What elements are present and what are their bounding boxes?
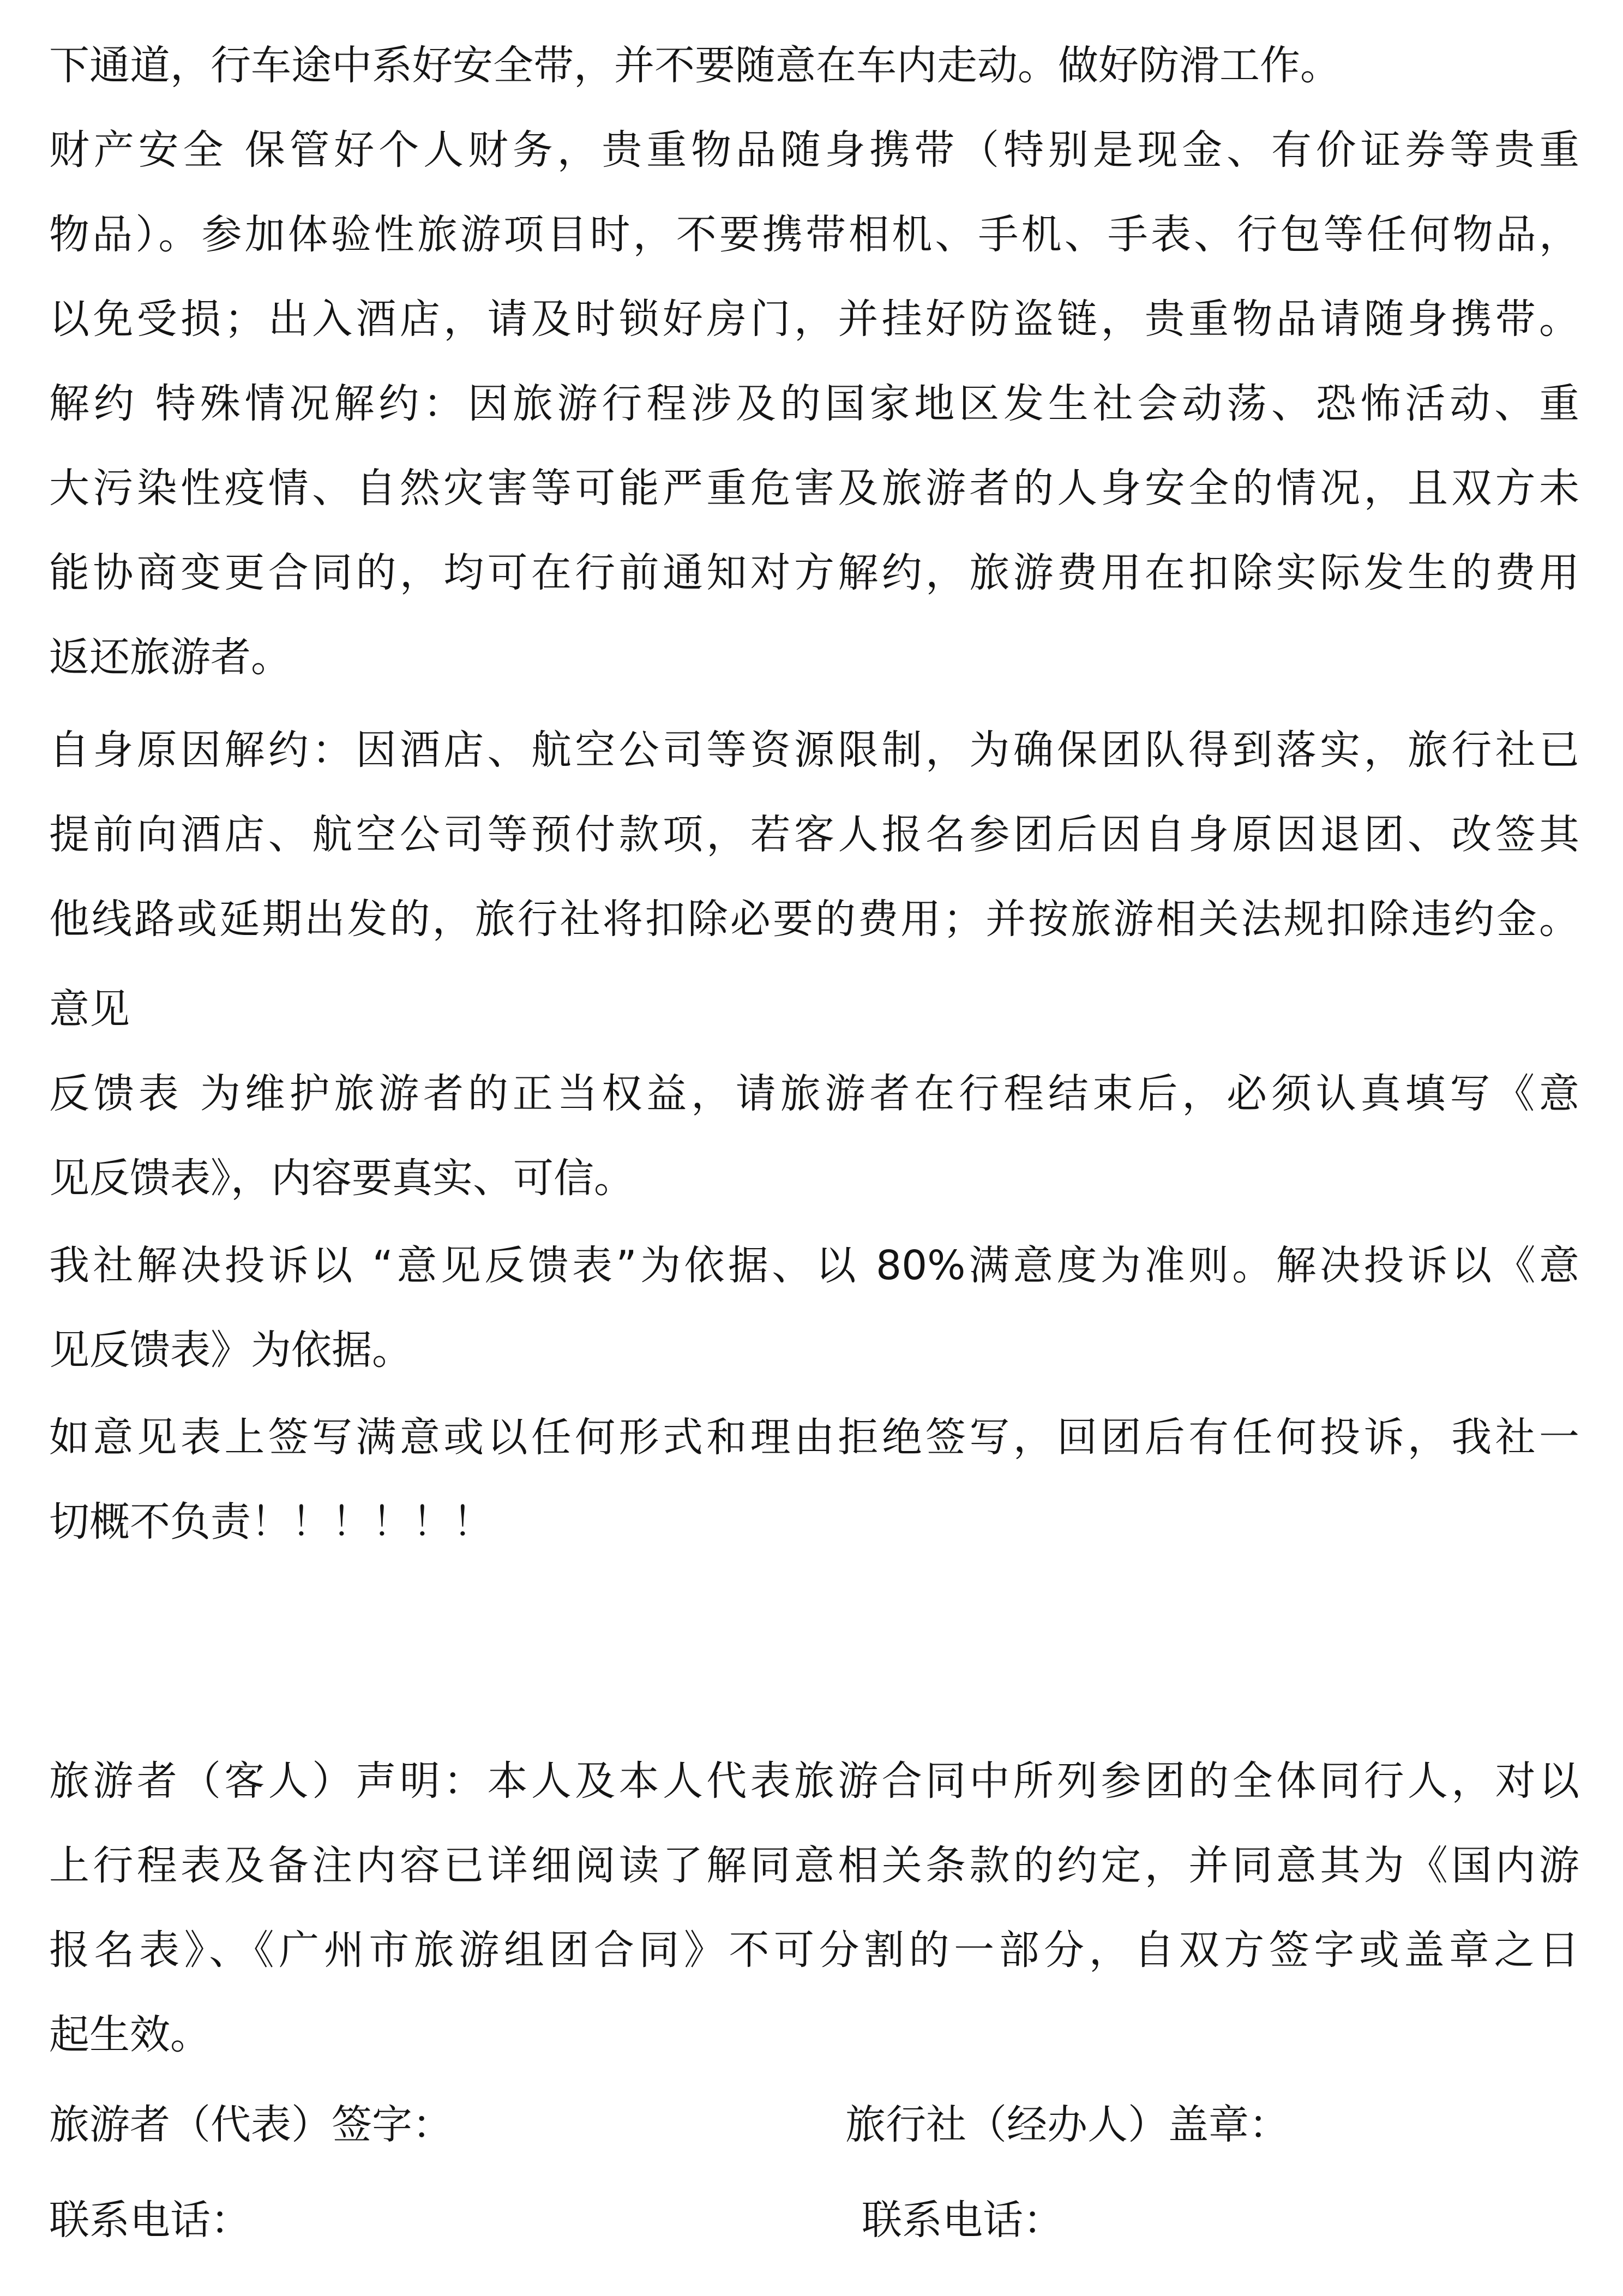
document-page <box>49 0 1582 2296</box>
complaint-line-2: 见反馈表》为依据。 <box>49 1327 412 1374</box>
termination-line-1: 解约 特殊情况解约：因旅游行程涉及的国家地区发生社会动荡、恐怖活动、重 <box>49 380 1579 427</box>
self-cause-line-2: 提前向酒店、航空公司等预付款项，若客人报名参团后因自身原因退团、改签其 <box>49 811 1579 858</box>
termination-line-4: 返还旅游者。 <box>49 634 291 681</box>
complaint-line-1: 我社解决投诉以 “意见反馈表”为依据、以 80%满意度为准则。解决投诉以《意 <box>49 1242 1579 1289</box>
feedback-line-1: 反馈表 为维护旅游者的正当权益，请旅游者在行程结束后，必须认真填写《意 <box>49 1070 1579 1117</box>
agency-stamp-label: 旅行社（经办人）盖章： <box>845 2101 1289 2148</box>
feedback-heading: 意见 <box>49 986 130 1033</box>
property-line-3: 以免受损；出入酒店，请及时锁好房门，并挂好防盗链，贵重物品请随身携带。 <box>49 296 1579 343</box>
disclaimer-line-2: 切概不负责！！！！！！ <box>49 1498 493 1545</box>
feedback-line-2: 见反馈表》，内容要真实、可信。 <box>49 1155 634 1202</box>
termination-line-2: 大污染性疫情、自然灾害等可能严重危害及旅游者的人身安全的情况，且双方未 <box>49 465 1579 512</box>
self-cause-line-3: 他线路或延期出发的，旅行社将扣除必要的费用；并按旅游相关法规扣除违约金。 <box>49 896 1579 943</box>
safety-tail-line: 下通道，行车途中系好安全带，并不要随意在车内走动。做好防滑工作。 <box>49 42 1341 89</box>
agency-phone-label: 联系电话： <box>862 2197 1063 2244</box>
disclaimer-line-1: 如意见表上签写满意或以任何形式和理由拒绝签写，回团后有任何投诉，我社一 <box>49 1414 1579 1461</box>
declaration-line-2: 上行程表及备注内容已详细阅读了解同意相关条款的约定，并同意其为《国内游 <box>49 1842 1579 1889</box>
tourist-sign-label: 旅游者（代表）签字： <box>49 2101 453 2148</box>
self-cause-line-1: 自身原因解约：因酒店、航空公司等资源限制，为确保团队得到落实，旅行社已 <box>49 727 1579 774</box>
declaration-line-3: 报名表》、《广州市旅游组团合同》不可分割的一部分，自双方签字或盖章之日 <box>49 1927 1579 1974</box>
declaration-line-4: 起生效。 <box>49 2011 211 2058</box>
termination-line-3: 能协商变更合同的，均可在行前通知对方解约，旅游费用在扣除实际发生的费用 <box>49 549 1579 596</box>
property-line-1: 财产安全 保管好个人财务，贵重物品随身携带（特别是现金、有价证券等贵重 <box>49 127 1579 173</box>
tourist-phone-label: 联系电话： <box>49 2197 251 2244</box>
property-line-2: 物品）。参加体验性旅游项目时，不要携带相机、手机、手表、行包等任何物品， <box>49 211 1579 258</box>
declaration-line-1: 旅游者（客人）声明：本人及本人代表旅游合同中所列参团的全体同行人，对以 <box>49 1758 1579 1805</box>
